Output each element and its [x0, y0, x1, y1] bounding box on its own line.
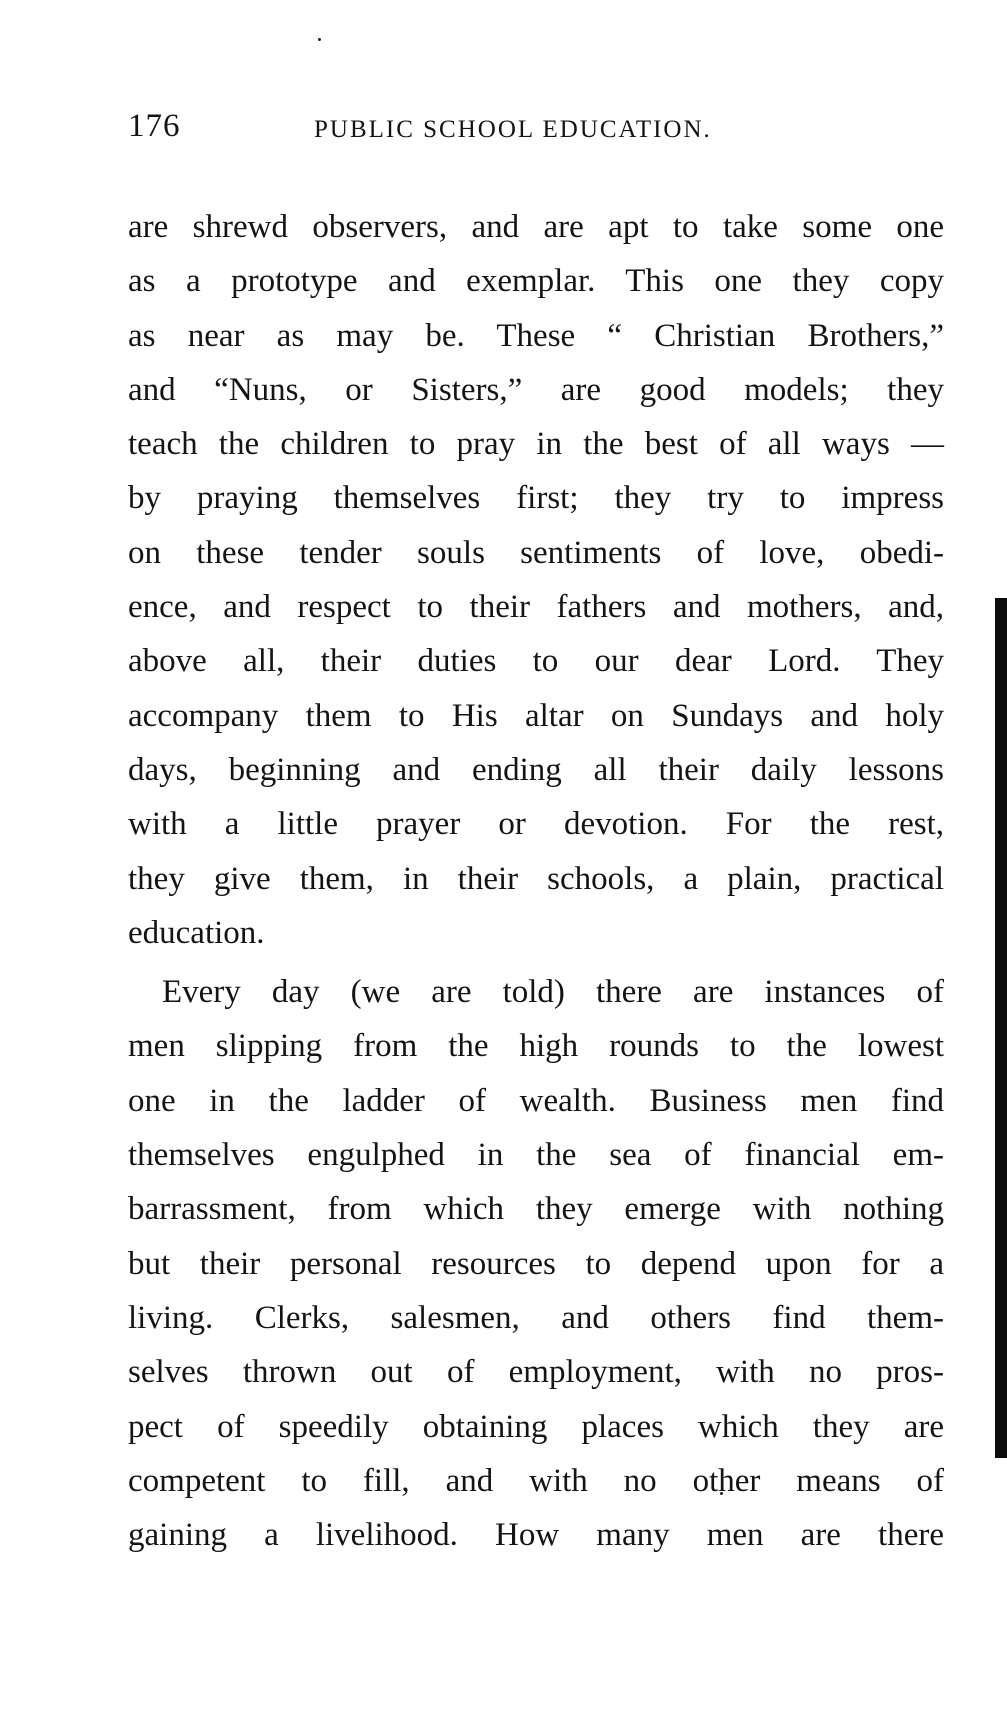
text-line: they give them, in their schools, a plain, practical	[128, 860, 944, 897]
text-line: but their personal resources to depend upon for a	[128, 1245, 944, 1282]
text-line: above all, their duties to our dear Lord. They	[128, 643, 944, 680]
text-line: barrassment, from which they emerge with nothing	[128, 1191, 944, 1228]
text-line: themselves engulphed in the sea of financial em-	[128, 1137, 944, 1174]
text-line: on these tender souls sentiments of love, obedi-	[128, 534, 944, 571]
text-line: competent to fill, and with no other means of	[128, 1462, 944, 1499]
text-line: gaining a livelihood. How many men are there	[128, 1517, 944, 1554]
text-line: men slipping from the high rounds to the lowest	[128, 1028, 944, 1065]
text-line: by praying themselves first; they try to impress	[128, 480, 944, 517]
text-line: living. Clerks, salesmen, and others find them-	[128, 1299, 944, 1336]
text-line: as a prototype and exemplar. This one they copy	[128, 263, 944, 300]
text-line: as near as may be. These “ Christian Brothers,”	[128, 317, 944, 354]
text-line: teach the children to pray in the best of all ways —	[128, 426, 944, 463]
running-head	[128, 108, 948, 152]
paragraph	[128, 200, 944, 960]
text-line: are shrewd observers, and are apt to take some one	[128, 209, 944, 245]
scan-edge-shadow	[995, 598, 1007, 1458]
text-line: days, beginning and ending all their daily lessons	[128, 751, 944, 788]
text-line: one in the ladder of wealth. Business men find	[128, 1082, 944, 1119]
text-line: ence, and respect to their fathers and mothers, and,	[128, 589, 944, 626]
text-line: and “Nuns, or Sisters,” are good models; they	[128, 371, 944, 408]
page-number: 176	[128, 108, 181, 144]
text-line: Every day (we are told) there are instances of	[162, 974, 944, 1011]
running-title: PUBLIC SCHOOL EDUCATION.	[314, 116, 712, 143]
text-line: pect of speedily obtaining places which they are	[128, 1408, 944, 1445]
ink-speck	[318, 38, 321, 41]
text-line: with a little prayer or devotion. For the rest,	[128, 806, 944, 843]
paragraph	[128, 965, 944, 1562]
body-text	[128, 200, 944, 1562]
text-line: selves thrown out of employment, with no pros-	[128, 1354, 944, 1391]
text-line: education.	[128, 914, 265, 951]
text-line: accompany them to His altar on Sundays and holy	[128, 697, 944, 734]
